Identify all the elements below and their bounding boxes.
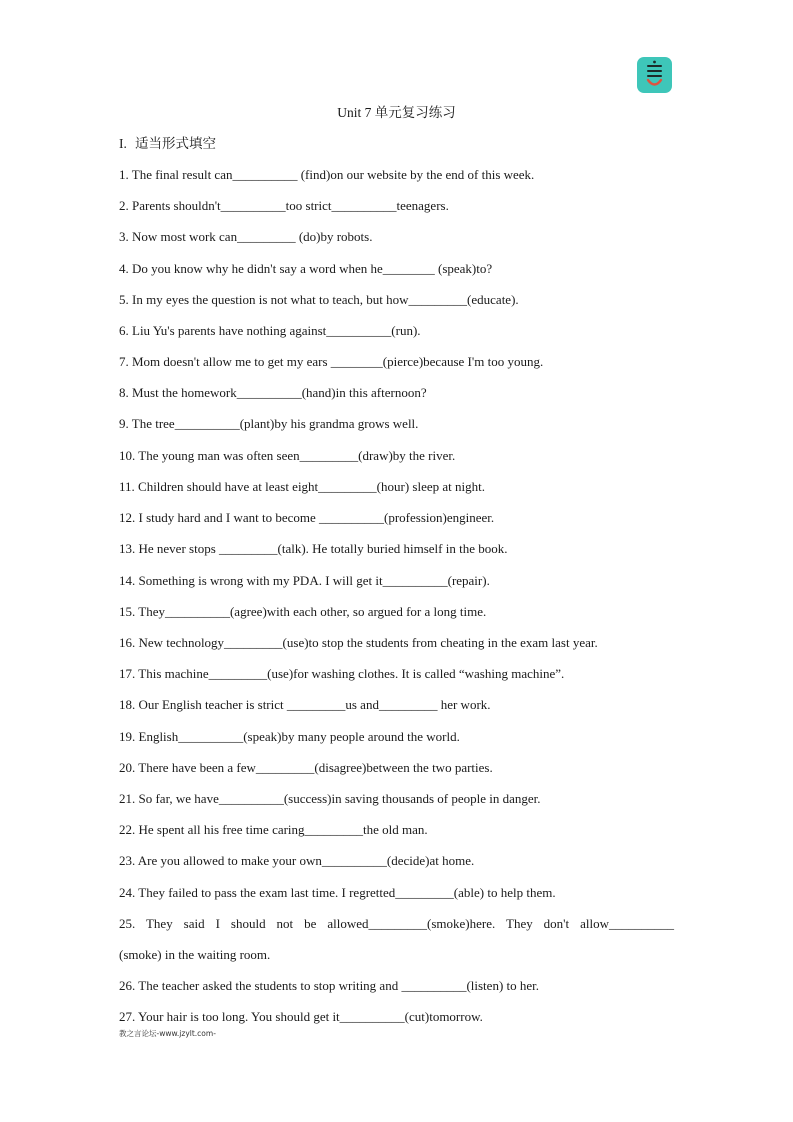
exercise-item-8: 8. Must the homework__________(hand)in this afternoon? [119,385,427,400]
section-label: 适当形式填空 [135,136,216,151]
exercise-item-23: 23. Are you allowed to make your own__________(decide)at home. [119,853,475,868]
exercise-item-6: 6. Liu Yu's parents have nothing against__________(run). [119,323,421,338]
exercise-item-27: 27. Your hair is too long. You should get it__________(cut)tomorrow. [119,1009,483,1024]
exercise-item-12: 12. I study hard and I want to become __________(profession)engineer. [119,510,495,525]
site-logo-icon [637,57,672,93]
exercise-item-13: 13. He never stops _________(talk). He totally buried himself in the book. [119,541,508,556]
exercise-item-24: 24. They failed to pass the exam last time. I regretted_________(able) to help them. [119,885,556,900]
exercise-item-19: 19. English__________(speak)by many people around the world. [119,729,460,744]
exercise-item-18: 18. Our English teacher is strict _________us and_________ her work. [119,697,491,712]
footer-watermark: 教之言论坛-www.jzylt.com- [119,1029,216,1038]
exercise-item-16: 16. New technology_________(use)to stop the students from cheating in the exam last year. [119,635,598,650]
exercise-item-22: 22. He spent all his free time caring_________the old man. [119,822,428,837]
exercise-item-25-continued: (smoke) in the waiting room. [119,947,271,962]
section-heading [119,135,216,153]
exercise-item-1: 1. The final result can__________ (find)on our website by the end of this week. [119,167,535,182]
exercise-item-7: 7. Mom doesn't allow me to get my ears ________(pierce)because I'm too young. [119,354,544,369]
exercise-item-11: 11. Children should have at least eight_________(hour) sleep at night. [119,479,485,494]
exercise-item-15: 15. They__________(agree)with each other, so argued for a long time. [119,604,487,619]
exercise-item-17: 17. This machine_________(use)for washing clothes. It is called “washing machine”. [119,666,565,681]
section-number: I. [119,136,127,151]
exercise-item-9: 9. The tree__________(plant)by his grandma grows well. [119,416,419,431]
exercise-item-10: 10. The young man was often seen_________(draw)by the river. [119,448,456,463]
exercise-item-20: 20. There have been a few_________(disagree)between the two parties. [119,760,493,775]
exercise-item-14: 14. Something is wrong with my PDA. I will get it__________(repair). [119,573,490,588]
exercise-item-21: 21. So far, we have__________(success)in saving thousands of people in danger. [119,791,541,806]
exercise-item-26: 26. The teacher asked the students to stop writing and __________(listen) to her. [119,978,540,993]
exercise-item-3: 3. Now most work can_________ (do)by robots. [119,229,373,244]
exercise-item-4: 4. Do you know why he didn't say a word when he________ (speak)to? [119,261,493,276]
exercise-item-25: 25. They said I should not be allowed_________(smoke)here. They don't allow__________ [119,916,674,931]
exercise-item-5: 5. In my eyes the question is not what to teach, but how_________(educate). [119,292,519,307]
exercise-item-2: 2. Parents shouldn't__________too strict__________teenagers. [119,198,449,213]
page-title: Unit 7 单元复习练习 [337,105,456,120]
